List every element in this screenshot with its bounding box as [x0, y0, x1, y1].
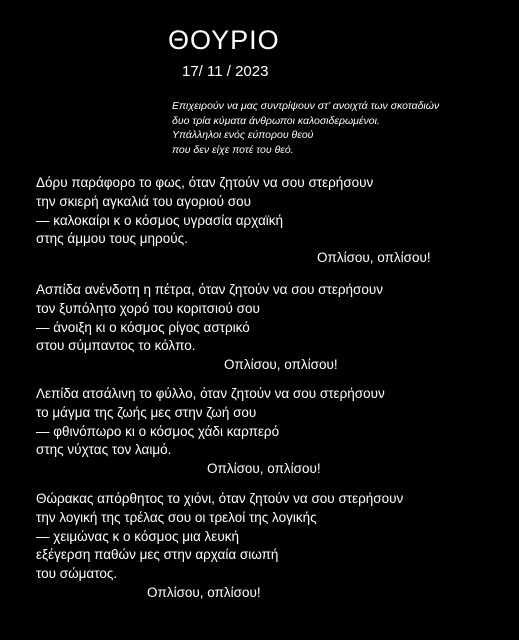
- stanza-refrain: Οπλίσου, οπλίσου!: [317, 250, 431, 266]
- stanza-refrain: Οπλίσου, οπλίσου!: [224, 357, 338, 373]
- epigraph-line: που δεν είχε ποτέ του θεό.: [172, 144, 294, 157]
- epigraph-line: Επιχειρούν να μας συντρίψουν στ’ ανοιχτά των σκοταδιών: [172, 100, 440, 112]
- epigraph-line: δυο τρία κύματα άνθρωποι καλοσιδερωμένοι.: [172, 114, 380, 127]
- stanza-line: στου σύμπαντος το κόλπο.: [36, 338, 196, 354]
- stanza-line: — φθινόπωρο κι ο κόσμος χάδι καρπερό: [36, 423, 280, 439]
- stanza-line: Ασπίδα ανένδοτη η πέτρα, όταν ζητούν να σου στερήσουν: [36, 282, 384, 297]
- stanza-line: την σκιερή αγκαλιά του αγοριού σου: [36, 193, 252, 209]
- stanza-line: — καλοκαίρι κ ο κόσμος υγρασία αρχαϊκή: [36, 212, 284, 228]
- epigraph-line: Υπάλληλοι ενός εύπορου θεού: [172, 129, 314, 142]
- stanza-line: Δόρυ παράφορο το φως, όταν ζητούν να σου στερήσουν: [36, 175, 374, 190]
- epigraph: [172, 99, 439, 158]
- poem-title: ΘΟΥΡΙΟ: [168, 25, 280, 55]
- stanza-line: τον ξυπόλητο χορό του κοριτσιού σου: [36, 300, 260, 316]
- stanza-4: [36, 490, 403, 603]
- poem-date: 17/ 11 / 2023: [182, 63, 269, 80]
- stanza-line: του σώματος.: [36, 566, 118, 582]
- stanza-line: εξέγερση παθών μες στην αρχαία σιωπή: [36, 547, 279, 563]
- stanza-refrain: Οπλίσου, οπλίσου!: [207, 461, 321, 477]
- stanza-line: — άνοιξη κι ο κόσμος ρίγος αστρικό: [36, 319, 250, 335]
- stanza-2: [36, 281, 383, 375]
- stanza-3: [36, 385, 385, 479]
- stanza-line: — χειμώνας κ ο κόσμος μια λευκή: [36, 528, 239, 544]
- stanza-1: [36, 174, 431, 268]
- stanza-refrain: Οπλίσου, οπλίσου!: [147, 584, 261, 600]
- stanza-line: το μάγμα της ζωής μες στην ζωή σου: [36, 404, 257, 420]
- stanza-line: στης άμμου τους μηρούς.: [36, 231, 188, 247]
- stanza-line: Θώρακας απόρθητος το χιόνι, όταν ζητούν να σου στερήσουν: [36, 491, 404, 506]
- stanza-line: την λογική της τρέλας σου οι τρελοί της λογικής: [36, 509, 317, 525]
- stanza-line: στης νύχτας τον λαιμό.: [36, 442, 172, 458]
- stanza-line: Λεπίδα ατσάλινη το φύλλο, όταν ζητούν να σου στερήσουν: [36, 386, 385, 401]
